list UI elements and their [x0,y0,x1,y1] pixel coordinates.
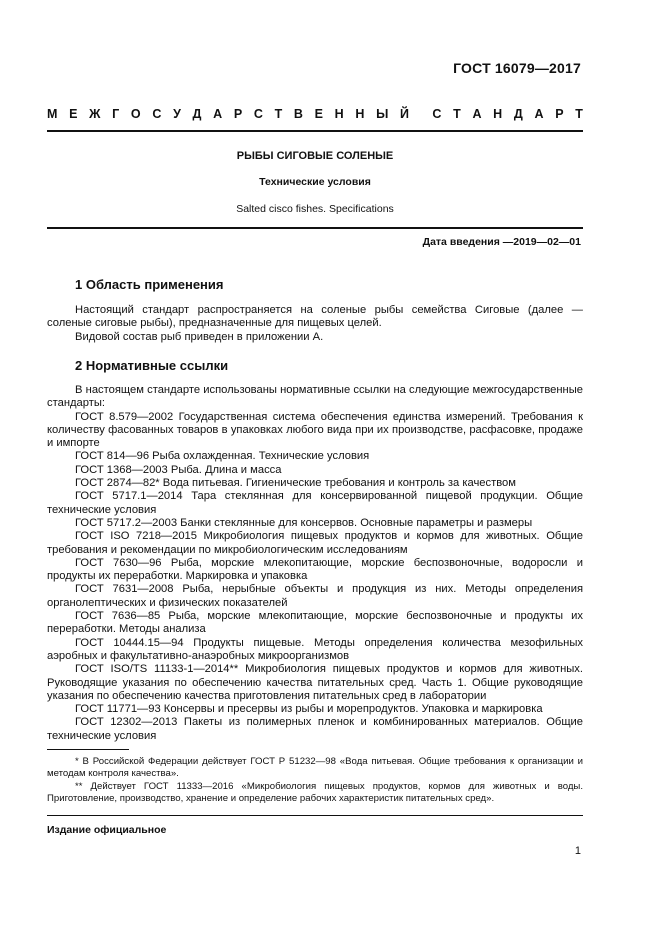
footnotes [47,756,583,805]
banner-letter: Р [233,107,243,121]
standard-title: РЫБЫ СИГОВЫЕ СОЛЕНЫЕ [236,150,394,162]
banner-letter: А [534,107,544,121]
reference-item: ГОСТ 5717.1—2014 Тара стеклянная для консервированной пищевой продукции. Общие технические условия [47,490,583,516]
banner-letter: Н [334,107,344,121]
banner-letter: А [472,107,482,121]
banner-letter: Ы [376,107,389,121]
section-2-body [47,384,583,743]
title-divider [47,227,583,229]
banner-letter: Н [355,107,365,121]
banner-letter: Т [274,107,283,121]
paragraph: В настоящем стандарте использованы нормативные ссылки на следующие межгосударственные стандарты: [47,384,583,410]
banner-letter: Т [575,107,583,121]
banner-letter: Й [400,107,410,121]
page-number: 1 [574,845,581,857]
reference-item: ГОСТ 10444.15—94 Продукты пищевые. Методы определения количества мезофильных аэробных и факультативно-анаэробных микроорганизмов [47,636,583,662]
banner-letter: Д [192,107,202,121]
banner-letter: С [152,107,162,121]
reference-item: ГОСТ 1368—2003 Рыба. Длина и масса [75,463,282,476]
banner-letter: О [130,107,141,121]
reference-item: ГОСТ 2874—82* Вода питьевая. Гигиенические требования и контроль за качеством [75,477,516,490]
reference-item: ГОСТ 8.579—2002 Государственная система обеспечения единства измерений. Требования к количеству фасованных товаров в упаковках любого вида при их производстве, расфасовке, продаже и импорте [47,410,583,450]
footnote-separator [47,749,129,750]
banner-letter: Е [69,107,78,121]
standard-title-english: Salted cisco fishes. Specifications [236,203,394,215]
banner-letter: С [253,107,263,121]
banner-letter: Н [493,107,503,121]
banner-letter: Т [453,107,461,121]
document-id: ГОСТ 16079—2017 [453,60,581,76]
paragraph: Видовой состав рыб приведен в приложении А. [75,330,324,343]
interstate-standard-banner [47,107,583,121]
reference-item: ГОСТ 7636—85 Рыба, морские млекопитающие, морские беспозвоночные и продукты их переработки. Методы анализа [47,610,583,636]
banner-letter: Е [314,107,323,121]
paragraph: Настоящий стандарт распространяется на соленые рыбы семейства Сиговые (далее — соленые сиговые рыбы), предназначенные для пищевых целей. [47,304,583,330]
footnote: ** Действует ГОСТ 11333—2016 «Микробиология пищевых продуктов, кормов для животных и воды. Приготовление, производство, хранение и определение рабочих характеристик питательных сред». [47,780,583,804]
official-edition-label: Издание официальное [47,824,167,836]
reference-item: ГОСТ 11771—93 Консервы и пресервы из рыбы и морепродуктов. Упаковка и маркировка [75,703,543,716]
reference-item: ГОСТ 7630—96 Рыба, морские млекопитающие, морские беспозвоночные, водоросли и продукты их переработки. Маркировка и упаковка [47,556,583,583]
footer-divider [47,815,583,816]
footnote: * В Российской Федерации действует ГОСТ Р 51232—98 «Вода питьевая. Общие требования к организации и методам контроля качества». [47,756,583,780]
banner-letter: Д [513,107,523,121]
reference-item: ГОСТ 7631—2008 Рыба, нерыбные объекты и продукция из них. Методы определения органолептических и физических показателей [47,583,583,609]
reference-item: ГОСТ ISO/TS 11133-1—2014** Микробиология пищевых продуктов и кормов для животных. Руководящие указания по обеспечению качества питательных сред. Часть 1. Общие руководящие указания по обеспечению качества приготовления питательных сред в лаборатории [47,663,583,702]
reference-item: ГОСТ 814—96 Рыба охлажденная. Технические условия [75,450,370,463]
section-1-heading: 1 Область применения [75,277,224,292]
reference-item: ГОСТ 5717.2—2003 Банки стеклянные для консервов. Основные параметры и размеры [75,516,533,529]
banner-letter: Г [112,107,120,121]
header-divider [47,130,583,132]
banner-letter: Ж [89,107,101,121]
banner-letter: В [293,107,303,121]
standard-subtitle: Технические условия [259,176,371,188]
section-2-heading: 2 Нормативные ссылки [75,358,229,373]
reference-item: ГОСТ 12302—2013 Пакеты из полимерных пленок и комбинированных материалов. Общие технические условия [47,716,583,742]
banner-letter: С [432,107,442,121]
section-1-body [47,304,583,344]
banner-letter: М [47,107,58,121]
banner-letter: У [173,107,181,121]
reference-item: ГОСТ ISO 7218—2015 Микробиология пищевых продуктов и кормов для животных. Общие требования и рекомендации по микробиологическим исследованиям [47,530,583,556]
introduction-date: Дата введения —2019—02—01 [422,236,581,248]
banner-letter: Р [555,107,564,121]
banner-letter: А [213,107,223,121]
